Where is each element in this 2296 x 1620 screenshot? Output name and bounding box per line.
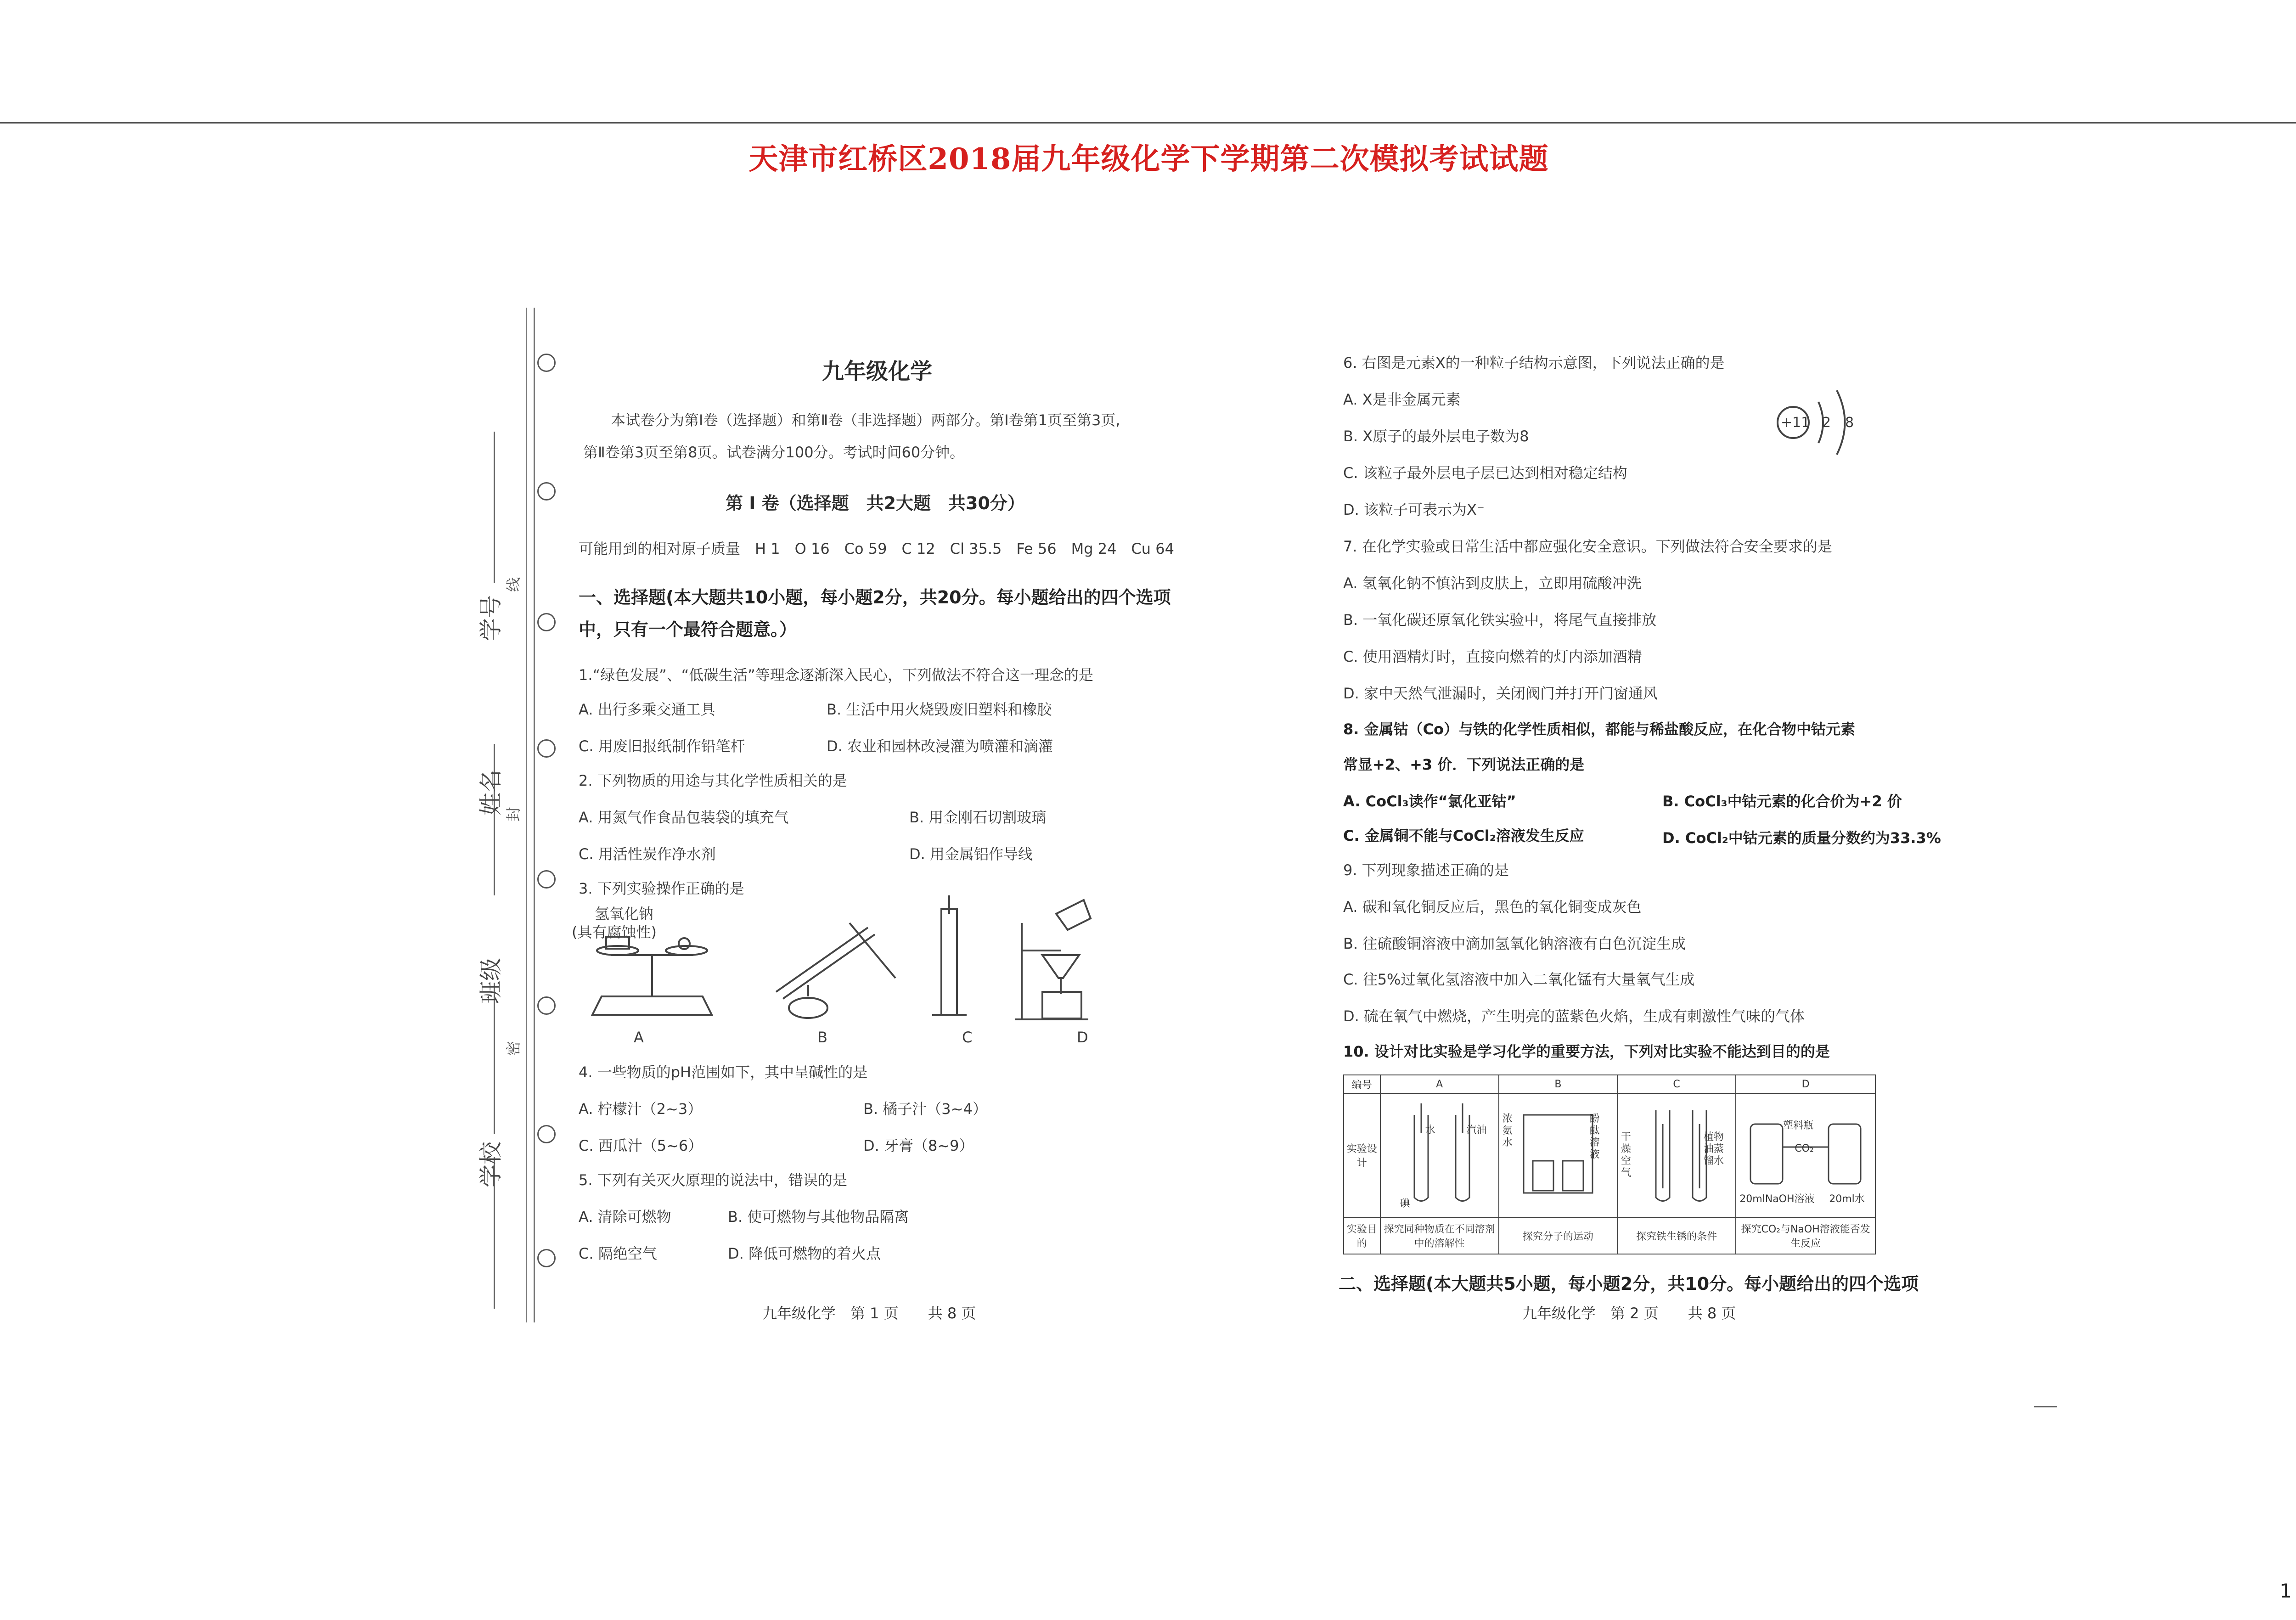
q10-experiment-table bbox=[1343, 1074, 1876, 1254]
label-plastic-bottle: 塑料瓶 bbox=[1783, 1120, 1814, 1131]
q6-option-b: B. X原子的最外层电子数为8 bbox=[1343, 428, 1529, 445]
q5-option-b: B. 使可燃物与其他物品隔离 bbox=[728, 1208, 909, 1226]
q8-option-c: C. 金属铜不能与CoCl₂溶液发生反应 bbox=[1343, 827, 1584, 844]
design-cell-c bbox=[1617, 1093, 1736, 1217]
part1-heading: 第 Ⅰ 卷（选择题 共2大题 共30分） bbox=[726, 493, 1025, 513]
q6-stem: 6. 右图是元素X的一种粒子结构示意图，下列说法正确的是 bbox=[1343, 354, 1725, 371]
binding-margin bbox=[526, 308, 535, 1322]
q9-stem: 9. 下列现象描述正确的是 bbox=[1343, 861, 1509, 879]
q8-option-d: D. CoCl₂中钴元素的质量分数约为33.3% bbox=[1662, 829, 1941, 847]
intro-line-1: 本试卷分为第Ⅰ卷（选择题）和第Ⅱ卷（非选择题）两部分。第Ⅰ卷第1页至第3页, bbox=[611, 411, 1120, 429]
graduated-cylinder bbox=[941, 909, 957, 1015]
label-water: 水 bbox=[1425, 1125, 1435, 1136]
q3-letter-b: B bbox=[817, 1029, 827, 1046]
row-purpose-label: 实验目的 bbox=[1344, 1217, 1380, 1254]
design-cell-a bbox=[1380, 1093, 1499, 1217]
left-heading: 九年级化学 bbox=[822, 359, 933, 384]
student-id-line bbox=[494, 432, 495, 583]
q3-apparatus-figure bbox=[574, 886, 1102, 1038]
q9-option-c: C. 往5%过氧化氢溶液中加入二氧化锰有大量氧气生成 bbox=[1343, 971, 1695, 988]
q3-letter-a: A bbox=[634, 1029, 644, 1046]
q8-stem-line-2: 常显+2、+3 价．下列说法正确的是 bbox=[1343, 756, 1585, 773]
binding-hole bbox=[537, 870, 556, 889]
q1-stem: 1.“绿色发展”、“低碳生活”等理念逐渐深入民心，下列做法不符合这一理念的是 bbox=[579, 666, 1093, 684]
nucleus-charge: +11 bbox=[1781, 415, 1810, 431]
binding-hole bbox=[537, 613, 556, 631]
design-cell-d bbox=[1736, 1093, 1875, 1217]
q2-option-a: A. 用氮气作食品包装袋的填充气 bbox=[579, 809, 789, 826]
section1-line-2: 中，只有一个最符合题意。） bbox=[579, 619, 797, 640]
binding-mark-secret: 密 bbox=[505, 1041, 523, 1056]
section1-line-1: 一、选择题(本大题共10小题，每小题2分，共20分。每小题给出的四个选项 bbox=[579, 587, 1171, 608]
binding-hole bbox=[537, 1125, 556, 1143]
funnel bbox=[1042, 955, 1079, 978]
q7-option-b: B. 一氧化碳还原氧化铁实验中，将尾气直接排放 bbox=[1343, 611, 1657, 629]
q1-option-d: D. 农业和园林改浸灌为喷灌和滴灌 bbox=[827, 737, 1053, 755]
q4-stem: 4. 一些物质的pH范围如下，其中呈碱性的是 bbox=[579, 1063, 868, 1081]
binding-label-class: 班级 bbox=[478, 958, 504, 1004]
binding-hole bbox=[537, 1249, 556, 1267]
q8-option-b: B. CoCl₃中钴元素的化合价为+2 价 bbox=[1662, 793, 1902, 810]
q9-option-b: B. 往硫酸铜溶液中滴加氢氧化钠溶液有白色沉淀生成 bbox=[1343, 935, 1686, 952]
label-water-20ml: 20ml水 bbox=[1829, 1193, 1865, 1205]
q5-option-d: D. 降低可燃物的着火点 bbox=[728, 1245, 881, 1262]
intro-line-2: 第Ⅱ卷第3页至第8页。试卷满分100分。考试时间60分钟。 bbox=[583, 444, 965, 461]
q6-option-c: C. 该粒子最外层电子层已达到相对稳定结构 bbox=[1343, 464, 1627, 482]
q4-option-c: C. 西瓜汁（5~6） bbox=[579, 1137, 703, 1154]
binding-label-school: 学校 bbox=[478, 1142, 504, 1187]
purpose-c: 探究铁生锈的条件 bbox=[1617, 1217, 1736, 1254]
purpose-a: 探究同种物质在不同溶剂中的溶解性 bbox=[1380, 1217, 1499, 1254]
binding-hole bbox=[537, 482, 556, 501]
q2-option-b: B. 用金刚石切割玻璃 bbox=[909, 809, 1047, 826]
q1-option-c: C. 用废旧报纸制作铅笔杆 bbox=[579, 737, 745, 755]
alcohol-lamp bbox=[789, 998, 827, 1018]
purpose-d: 探究CO₂与NaOH溶液能否发生反应 bbox=[1736, 1217, 1875, 1254]
q7-option-c: C. 使用酒精灯时，直接向燃着的灯内添加酒精 bbox=[1343, 648, 1642, 665]
q5-stem: 5. 下列有关灭火原理的说法中，错误的是 bbox=[579, 1171, 847, 1189]
class-line bbox=[494, 983, 495, 1134]
document-title: 天津市红桥区2018届九年级化学下学期第二次模拟考试试题 bbox=[748, 142, 1549, 176]
table-col-d: D bbox=[1736, 1075, 1875, 1093]
page-number: 1 bbox=[2279, 1580, 2292, 1602]
table-header-label: 编号 bbox=[1344, 1075, 1380, 1093]
corner-dash bbox=[2034, 1406, 2057, 1407]
q7-stem: 7. 在化学实验或日常生活中都应强化安全意识。下列做法符合安全要求的是 bbox=[1343, 538, 1832, 555]
purpose-b: 探究分子的运动 bbox=[1499, 1217, 1617, 1254]
q3-stem: 3. 下列实验操作正确的是 bbox=[579, 880, 744, 897]
q2-option-d: D. 用金属铝作导线 bbox=[909, 845, 1033, 863]
design-cell-b bbox=[1499, 1093, 1617, 1217]
binding-label-name: 姓名 bbox=[478, 770, 504, 816]
q10-stem: 10. 设计对比实验是学习化学的重要方法，下列对比实验不能达到目的的是 bbox=[1343, 1043, 1830, 1060]
electron-shell-2 bbox=[1837, 390, 1845, 455]
q9-option-d: D. 硫在氧气中燃烧，产生明亮的蓝紫色火焰，生成有刺激性气味的气体 bbox=[1343, 1007, 1805, 1025]
balance-left-pan bbox=[597, 946, 638, 955]
q7-option-d: D. 家中天然气泄漏时，关闭阀门并打开门窗通风 bbox=[1343, 685, 1658, 702]
label-dry-air: 干燥空气 bbox=[1621, 1131, 1631, 1179]
q5-option-c: C. 隔绝空气 bbox=[579, 1245, 657, 1262]
shell-1-electrons: 2 bbox=[1822, 415, 1831, 431]
q7-option-a: A. 氢氧化钠不慎沾到皮肤上，立即用硫酸冲洗 bbox=[1343, 574, 1642, 592]
table-col-a: A bbox=[1380, 1075, 1499, 1093]
tube-holder bbox=[850, 923, 895, 978]
design-a-figure bbox=[1387, 1097, 1492, 1211]
label-co2: CO₂ bbox=[1795, 1143, 1814, 1154]
binding-hole bbox=[537, 354, 556, 372]
shell-2-electrons: 8 bbox=[1845, 415, 1854, 431]
q2-stem: 2. 下列物质的用途与其化学性质相关的是 bbox=[579, 772, 847, 789]
q6-option-d: D. 该粒子可表示为X⁻ bbox=[1343, 501, 1485, 518]
label-oil-water: 植物油蒸馏水 bbox=[1703, 1131, 1724, 1167]
binding-mark-line: 线 bbox=[505, 577, 523, 592]
table-col-c: C bbox=[1617, 1075, 1736, 1093]
q3-label-corrosive: (具有腐蚀性) bbox=[572, 923, 657, 941]
binding-label-student-id: 学号 bbox=[478, 595, 504, 641]
q4-option-a: A. 柠檬汁（2~3） bbox=[579, 1100, 703, 1118]
label-phenolphthalein: 酚酞溶液 bbox=[1589, 1113, 1600, 1160]
q3-label-naoh: 氢氧化钠 bbox=[595, 905, 654, 922]
q4-option-d: D. 牙膏（8~9） bbox=[863, 1137, 974, 1154]
binding-hole bbox=[537, 996, 556, 1015]
top-rule bbox=[0, 122, 2296, 124]
balance-base bbox=[592, 996, 712, 1015]
name-line bbox=[494, 744, 495, 895]
pouring-beaker bbox=[1056, 900, 1091, 930]
q1-option-b: B. 生活中用火烧毁废旧塑料和橡胶 bbox=[827, 701, 1052, 718]
binding-hole bbox=[537, 739, 556, 758]
label-ammonia: 浓氨水 bbox=[1502, 1113, 1513, 1148]
label-gasoline: 汽油 bbox=[1466, 1125, 1487, 1136]
q5-option-a: A. 清除可燃物 bbox=[579, 1208, 671, 1226]
row-design-label: 实验设计 bbox=[1344, 1093, 1380, 1217]
balance-right-pan bbox=[666, 946, 707, 955]
atomic-masses: 可能用到的相对原子质量 H 1 O 16 Co 59 C 12 Cl 35.5 Fe 56 Mg 24 Cu 64 bbox=[579, 540, 1174, 557]
q4-option-b: B. 橘子汁（3~4） bbox=[863, 1100, 987, 1118]
beaker bbox=[1042, 992, 1081, 1018]
q2-option-c: C. 用活性炭作净水剂 bbox=[579, 845, 716, 863]
q8-option-a: A. CoCl₃读作“氯化亚钴” bbox=[1343, 793, 1516, 810]
label-naoh-solution: 20mlNaOH溶液 bbox=[1739, 1193, 1815, 1205]
q3-letter-d: D bbox=[1077, 1029, 1088, 1046]
test-tube bbox=[776, 928, 868, 992]
q9-option-a: A. 碳和氧化铜反应后，黑色的氧化铜变成灰色 bbox=[1343, 898, 1642, 916]
label-iodine: 碘 bbox=[1400, 1198, 1410, 1209]
right-page-footer: 九年级化学 第 2 页 共 8 页 bbox=[1522, 1305, 1736, 1322]
binding-mark-seal: 封 bbox=[505, 806, 523, 822]
q6-option-a: A. X是非金属元素 bbox=[1343, 391, 1461, 408]
left-page-footer: 九年级化学 第 1 页 共 8 页 bbox=[762, 1305, 976, 1322]
q3-letter-c: C bbox=[962, 1029, 973, 1046]
section2-line-1: 二、选择题(本大题共5小题，每小题2分，共10分。每小题给出的四个选项 bbox=[1339, 1274, 1919, 1294]
q8-stem-line-1: 8. 金属钴（Co）与铁的化学性质相似，都能与稀盐酸反应，在化合物中钴元素 bbox=[1343, 720, 1856, 738]
q1-option-a: A. 出行多乘交通工具 bbox=[579, 701, 715, 718]
table-col-b: B bbox=[1499, 1075, 1617, 1093]
